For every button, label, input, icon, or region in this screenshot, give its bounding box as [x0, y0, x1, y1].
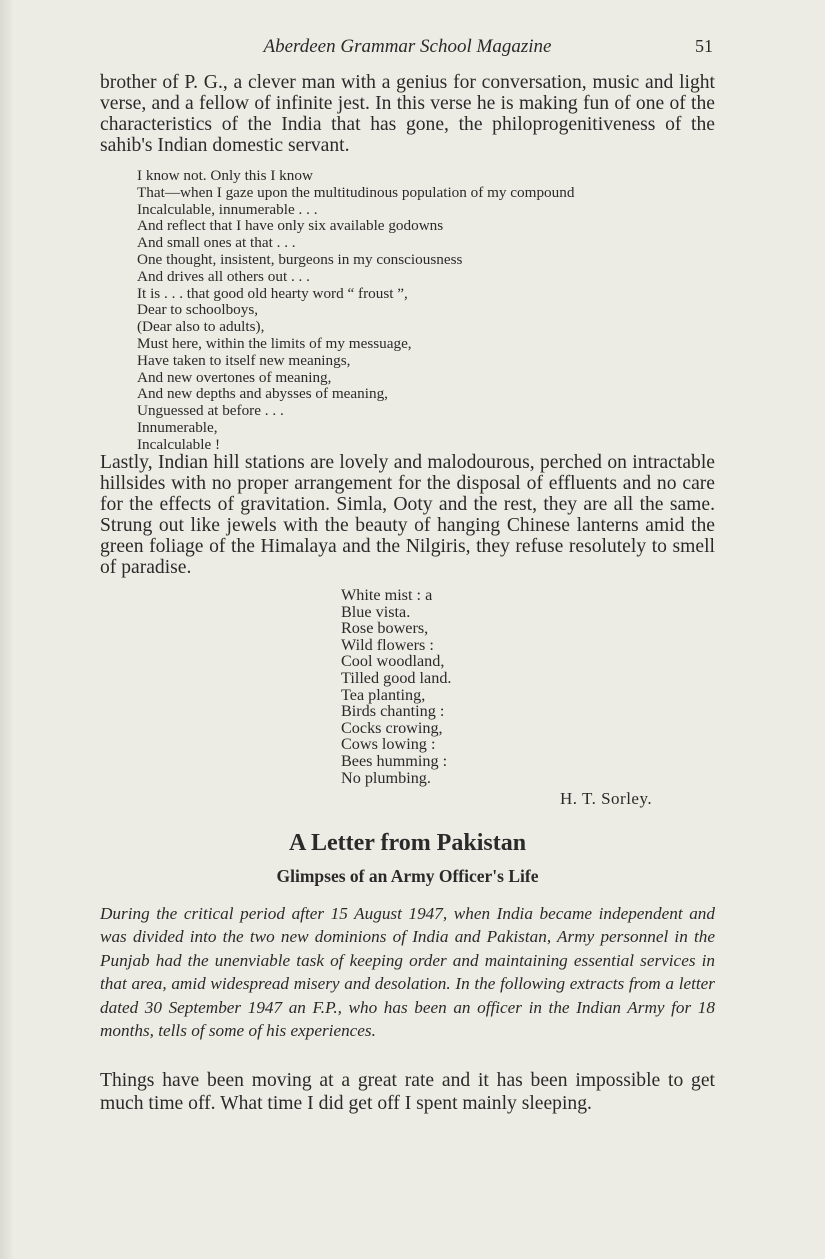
- article-title: A Letter from Pakistan: [288, 830, 527, 856]
- page-number: 51: [695, 36, 713, 56]
- poem-line: Unguessed at before . . .: [137, 402, 284, 420]
- poem-line: One thought, insistent, burgeons in my consciousness: [137, 250, 463, 268]
- poem-line: I know not. Only this I know: [137, 167, 313, 184]
- poem-line: (Dear also to adults),: [137, 318, 265, 336]
- poem-line: Wild flowers :: [341, 635, 434, 654]
- poem-line: Cocks crowing,: [341, 718, 443, 737]
- poem-line: White mist : a: [341, 586, 433, 604]
- intro-paragraph: brother of P. G., a clever man with a genius for conversation, music and light verse, and a fellow of infinite jest. In this verse he is making fun of one of the characteristics of the India that has gone, the philoprogenitiveness of the sahib's Indian domestic servant.: [100, 72, 715, 156]
- poem-line: Incalculable !: [137, 435, 221, 453]
- poem-line: And small ones at that . . .: [137, 234, 296, 252]
- poem-froust: [137, 168, 574, 454]
- poem-line: Incalculable, innumerable . . .: [137, 200, 318, 218]
- poem-line: Must here, within the limits of my messuage,: [137, 334, 412, 352]
- poem-line: Tea planting,: [341, 685, 426, 704]
- poem-line: Bees humming :: [341, 751, 448, 770]
- poem-line: Rose bowers,: [341, 619, 429, 638]
- poem-line: It is . . . that good old hearty word “ froust ”,: [137, 284, 408, 302]
- poem-line: Dear to schoolboys,: [137, 301, 259, 319]
- article-subtitle: Glimpses of an Army Officer's Life: [276, 866, 539, 886]
- poem-line: And new overtones of meaning,: [137, 368, 332, 386]
- letter-body: Things have been moving at a great rate and it has been impossible to get much time off. What time I did get off I spent mainly sleeping.: [100, 1070, 715, 1114]
- poem-line: Innumerable,: [137, 418, 218, 436]
- poem-hill-station: [341, 587, 451, 786]
- poem-line: No plumbing.: [341, 768, 431, 787]
- page-binding-edge: [0, 0, 14, 1259]
- poem-line: And reflect that I have only six available godowns: [137, 217, 444, 235]
- poem-line: And new depths and abysses of meaning,: [137, 385, 388, 403]
- poem-line: Cows lowing :: [341, 735, 436, 754]
- poem-line: Cool woodland,: [341, 652, 445, 671]
- page-header: [100, 36, 715, 62]
- poem-line: Birds chanting :: [341, 702, 445, 721]
- poem-line: Blue vista.: [341, 602, 411, 621]
- poem-line: Have taken to itself new meanings,: [137, 351, 351, 369]
- author-signature: H. T. Sorley.: [560, 789, 653, 808]
- article-intro: During the critical period after 15 August 1947, when India became independent and was divided into the two new dominions of India and Pakistan, Army personnel in the Punjab had the unenviable task of keeping order and maintaining essential services in that area, amid widespread misery and desolation. In the following extracts from a letter dated 30 September 1947 an F.P., who has been an officer in the Indian Army for 18 months, tells of some of his experiences.: [100, 904, 715, 1041]
- poem-line: That—when I gaze upon the multitudinous population of my compound: [137, 183, 575, 201]
- hill-stations-paragraph: Lastly, Indian hill stations are lovely and malodourous, perched on intractable hillsides with no proper arrangement for the disposal of effluents and no care for the effects of gravitation. Simla, Ooty and the rest, they are all the same. Strung out like jewels with the beauty of hanging Chinese lanterns amid the green foliage of the Himalaya and the Nilgiris, they refuse resolutely to smell of paradise.: [100, 452, 715, 578]
- poem-line: And drives all others out . . .: [137, 267, 310, 285]
- running-title: Aberdeen Grammar School Magazine: [263, 36, 552, 57]
- poem-line: Tilled good land.: [341, 668, 452, 687]
